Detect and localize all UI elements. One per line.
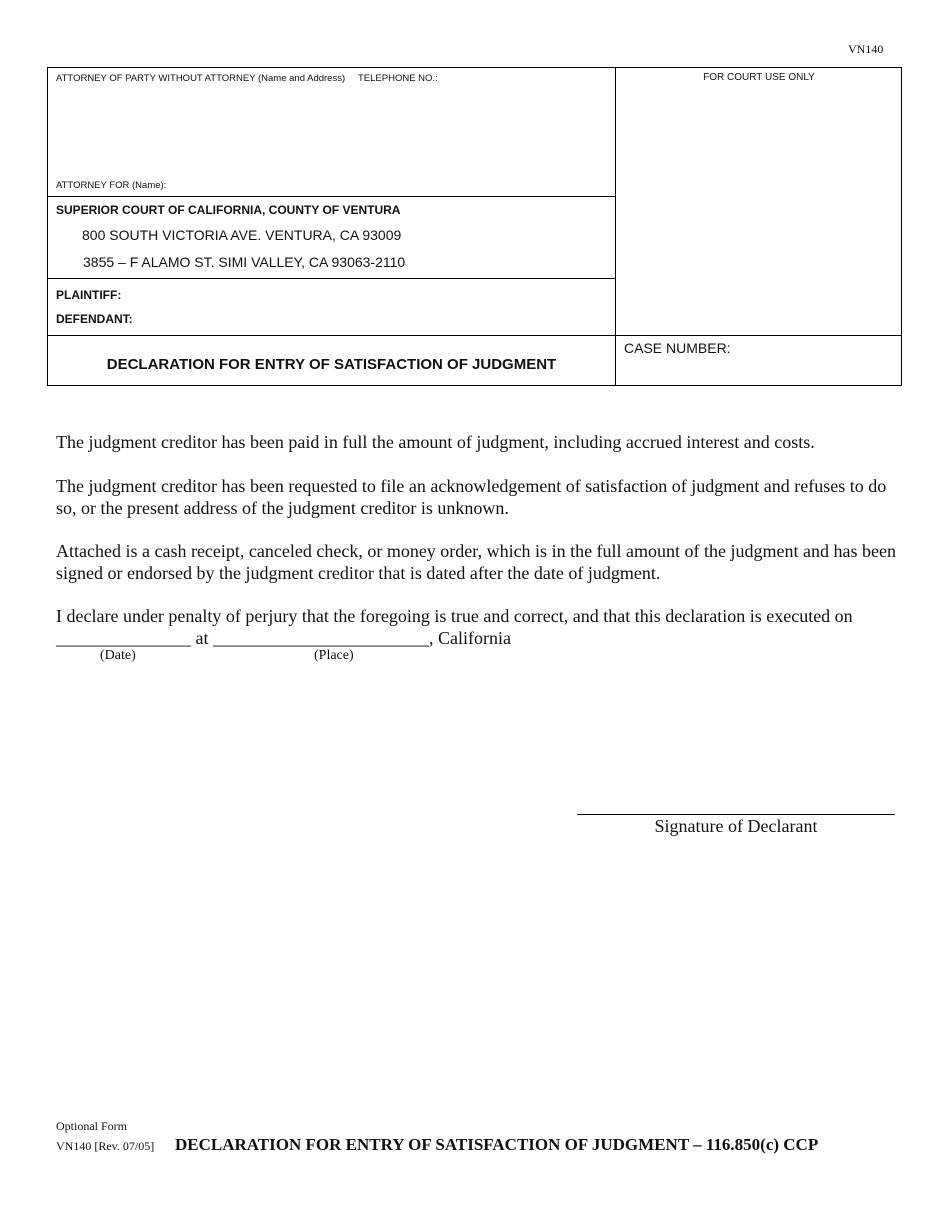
caption-divider-attorney (48, 196, 615, 197)
paragraph-attached-receipt: Attached is a cash receipt, canceled check, or money order, which is in the full amount of the judgment and has been signed or endorsed by the judgment creditor that is dated after the date of judgment. (56, 541, 896, 583)
plaintiff-label: PLAINTIFF: (56, 288, 122, 302)
paragraph-paid-in-full: The judgment creditor has been paid in full the amount of judgment, including accrued interest and costs. (56, 432, 815, 452)
execution-date-place-line: _______________ at ________________________, California (56, 628, 511, 648)
footer-title: DECLARATION FOR ENTRY OF SATISFACTION OF JUDGMENT – 116.850(c) CCP (175, 1135, 819, 1154)
document-title: DECLARATION FOR ENTRY OF SATISFACTION OF JUDGMENT (106, 356, 557, 373)
signature-label: Signature of Declarant (654, 816, 818, 836)
optional-form-label: Optional Form (56, 1119, 127, 1133)
court-address-ventura: 800 SOUTH VICTORIA AVE. VENTURA, CA 93009 (82, 227, 402, 243)
paragraph-declaration (56, 605, 901, 649)
form-revision: VN140 [Rev. 07/05] (56, 1139, 155, 1153)
case-number-label: CASE NUMBER: (624, 340, 731, 356)
court-use-only-label: FOR COURT USE ONLY (703, 72, 815, 83)
date-caption: (Date) (100, 648, 136, 663)
attorney-for-label: ATTORNEY FOR (Name): (56, 180, 167, 191)
caption-divider-parties (48, 335, 901, 336)
court-address-simi-valley: 3855 – F ALAMO ST. SIMI VALLEY, CA 93063-2110 (83, 254, 406, 270)
signature-line (577, 814, 895, 815)
defendant-label: DEFENDANT: (56, 312, 133, 326)
paragraph-creditor-refuses: The judgment creditor has been requested to file an acknowledgement of satisfaction of judgment and refuses to do so, or the present address of the judgment creditor is unknown. (56, 476, 887, 518)
caption-divider-vertical (615, 68, 616, 385)
place-caption: (Place) (314, 648, 354, 663)
caption-divider-court (48, 278, 615, 279)
court-name: SUPERIOR COURT OF CALIFORNIA, COUNTY OF VENTURA (56, 203, 401, 217)
caption-box (47, 67, 902, 386)
telephone-label: TELEPHONE NO.: (358, 73, 438, 84)
form-code: VN140 (848, 42, 884, 56)
attorney-label: ATTORNEY OF PARTY WITHOUT ATTORNEY (Name and Address) (56, 73, 346, 84)
declaration-text: I declare under penalty of perjury that the foregoing is true and correct, and that this declaration is executed on (56, 606, 853, 626)
